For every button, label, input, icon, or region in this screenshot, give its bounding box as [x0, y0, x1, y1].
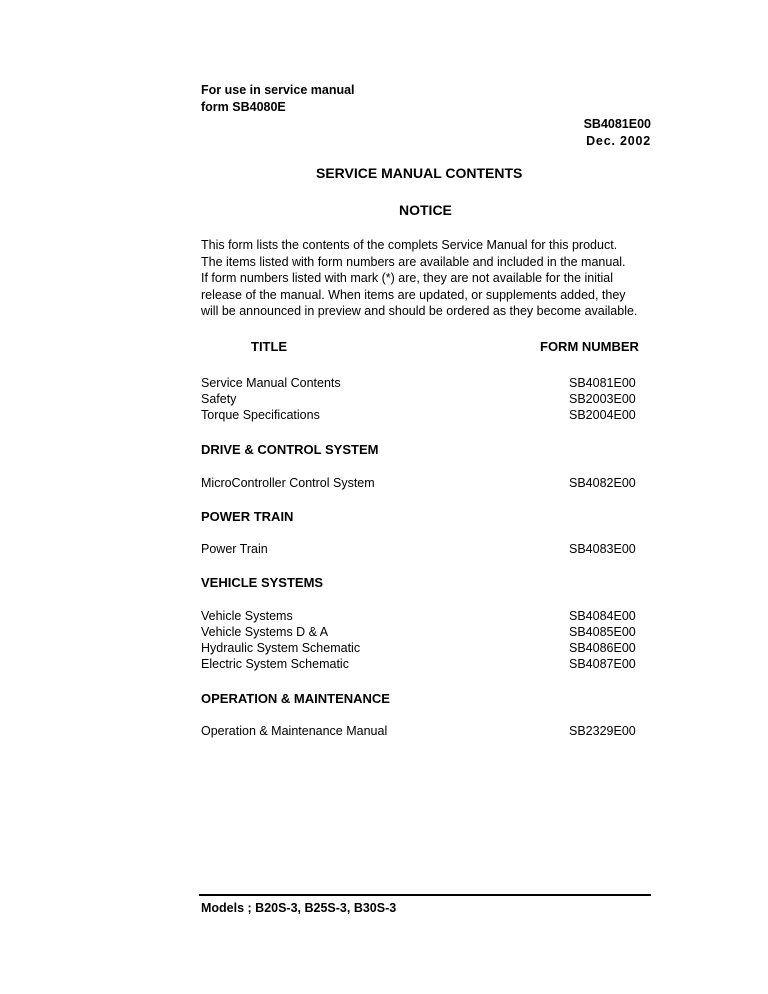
item-form-number: SB4083E00: [569, 542, 636, 556]
notice-paragraph: [201, 237, 651, 320]
notice-line: The items listed with form numbers are available and included in the manual.: [201, 254, 626, 269]
item-title: Service Manual Contents: [201, 376, 341, 390]
item-form-number: SB4084E00: [569, 609, 636, 623]
item-form-number: SB2004E00: [569, 408, 636, 422]
item-form-number: SB2329E00: [569, 724, 636, 738]
section-heading-drive-control: DRIVE & CONTROL SYSTEM: [201, 442, 379, 457]
item-form-number: SB4081E00: [569, 376, 636, 390]
header-line-2: form SB4080E: [201, 100, 286, 114]
item-title: Torque Specifications: [201, 408, 320, 422]
page-title: SERVICE MANUAL CONTENTS: [316, 165, 523, 181]
item-title: Hydraulic System Schematic: [201, 641, 361, 655]
doc-number: SB4081E00: [583, 117, 651, 131]
column-header-title: TITLE: [251, 339, 288, 354]
section-heading-power-train: POWER TRAIN: [201, 509, 294, 524]
notice-line: If form numbers listed with mark (*) are, they are not available for the initial: [201, 271, 613, 286]
item-title: MicroController Control System: [201, 476, 375, 490]
column-header-form-number: FORM NUMBER: [540, 339, 639, 354]
item-form-number: SB4085E00: [569, 625, 636, 639]
item-form-number: SB4082E00: [569, 476, 636, 490]
item-title: Operation & Maintenance Manual: [201, 724, 388, 738]
doc-date: Dec. 2002: [586, 134, 651, 148]
section-heading-operation-maintenance: OPERATION & MAINTENANCE: [201, 691, 390, 706]
notice-line: This form lists the contents of the complets Service Manual for this product.: [201, 238, 618, 252]
header-line-1: For use in service manual: [201, 83, 355, 97]
item-title: Power Train: [201, 542, 268, 556]
section-heading-vehicle-systems: VEHICLE SYSTEMS: [201, 575, 324, 590]
item-title: Vehicle Systems D & A: [201, 625, 329, 639]
item-title: Safety: [201, 392, 237, 406]
item-title: Vehicle Systems: [201, 609, 293, 623]
notice-heading: NOTICE: [399, 202, 452, 218]
item-form-number: SB2003E00: [569, 392, 636, 406]
notice-line: release of the manual. When items are updated, or supplements added, they: [201, 287, 626, 302]
notice-line: will be announced in preview and should be ordered as they become available.: [201, 304, 638, 319]
footer-rule: [199, 894, 651, 896]
item-form-number: SB4086E00: [569, 641, 636, 655]
footer-models: Models ; B20S-3, B25S-3, B30S-3: [201, 901, 397, 915]
item-title: Electric System Schematic: [201, 657, 349, 671]
item-form-number: SB4087E00: [569, 657, 636, 671]
